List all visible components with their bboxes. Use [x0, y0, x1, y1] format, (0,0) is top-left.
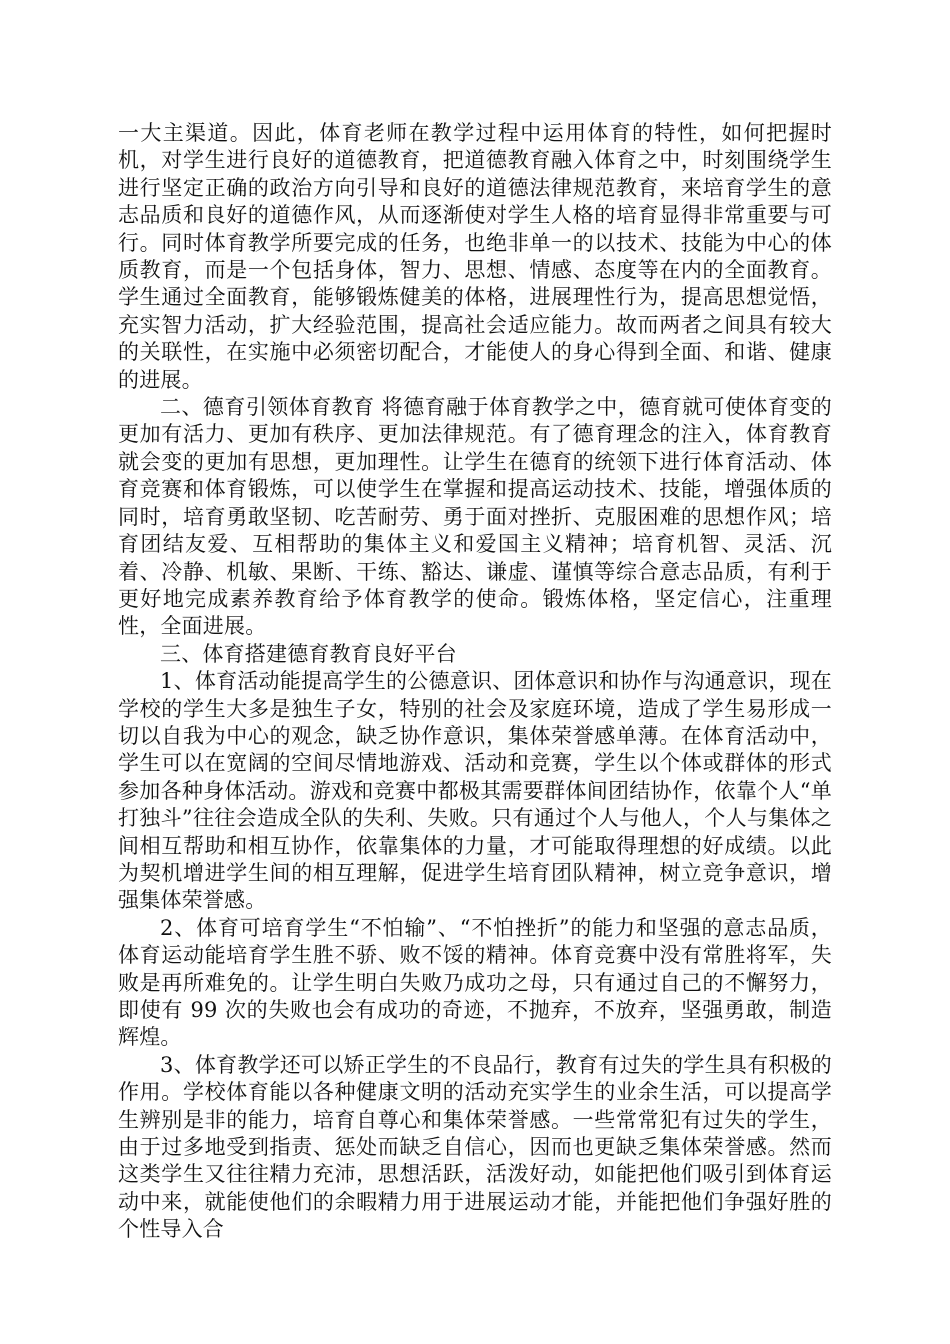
section-three-heading: 三、体育搭建德育教育良好平台	[160, 641, 457, 666]
paragraph-point-one: 1、体育活动能提高学生的公德意识、团体意识和协作与沟通意识，现在学校的学生大多是独生子女，特别的社会及家庭环境，造成了学生易形成一切以自我为中心的观念，缺乏协作意识，集体荣誉感单薄。在体育活动中，学生可以在宽阔的空间尽情地游戏、活动和竞赛，学生以个体或群体的形式参加各种身体活动。游戏和竞赛中都极其需要群体间团结协作，依靠个人“单打独斗”往往会造成全队的失利、失败。只有通过个人与他人，个人与集体之间相互帮助和相互协作，依靠集体的力量，才可能取得理想的好成绩。以此为契机增进学生间的相互理解，促进学生培育团队精神，树立竞争意识，增强集体荣誉感。	[118, 669, 832, 913]
document-body	[118, 120, 832, 1244]
paragraph-section-two: 二、德育引领体育教育 将德育融于体育教学之中，德育就可使体育变的更加有活力、更加有秩序、更加法律规范。有了德育理念的注入，体育教育就会变的更加有思想，更加理性。让学生在德育的统领下进行体育活动、体育竞赛和体育锻炼，可以使学生在掌握和提高运动技术、技能，增强体质的同时，培育勇敢坚韧、吃苦耐劳、勇于面对挫折、克服困难的思想作风；培育团结友爱、互相帮助的集体主义和爱国主义精神；培育机智、灵活、沉着、冷静、机敏、果断、干练、豁达、谦虚、谨慎等综合意志品质，有利于更好地完成素养教育给予体育教学的使命。锻炼体格，坚定信心，注重理性，全面进展。	[118, 395, 832, 639]
paragraph-intro-continuation: 一大主渠道。因此，体育老师在教学过程中运用体育的特性，如何把握时机，对学生进行良好的道德教育，把道德教育融入体育之中，时刻围绕学生进行坚定正确的政治方向引导和良好的道德法律规范教育，来培育学生的意志品质和良好的道德作风，从而逐渐使对学生人格的培育显得非常重要与可行。同时体育教学所要完成的任务，也绝非单一的以技术、技能为中心的体质教育，而是一个包括身体，智力、思想、情感、态度等在内的全面教育。学生通过全面教育，能够锻炼健美的体格，进展理性行为，提高思想觉悟，充实智力活动，扩大经验范围，提高社会适应能力。故而两者之间具有较大的关联性，在实施中必须密切配合，才能使人的身心得到全面、和谐、健康的进展。	[118, 121, 832, 392]
paragraph-point-three: 3、体育教学还可以矫正学生的不良品行，教育有过失的学生具有积极的作用。学校体育能以各种健康文明的活动充实学生的业余生活，可以提高学生辨别是非的能力，培育自尊心和集体荣誉感。一些常常犯有过失的学生，由于过多地受到指责、惩处而缺乏自信心，因而也更缺乏集体荣誉感。然而这类学生又往往精力充沛，思想活跃，活泼好动，如能把他们吸引到体育运动中来，就能使他们的余暇精力用于进展运动才能，并能把他们争强好胜的个性导入合	[118, 1052, 832, 1242]
paragraph-point-two: 2、体育可培育学生“不怕输”、“不怕挫折”的能力和坚强的意志品质，体育运动能培育学生胜不骄、败不馁的精神。体育竞赛中没有常胜将军，失败是再所难免的。让学生明白失败乃成功之母，只有通过自己的不懈努力，即使有 99 次的失败也会有成功的奇迹，不抛弃，不放弃，坚强勇敢，制造辉煌。	[118, 915, 832, 1050]
